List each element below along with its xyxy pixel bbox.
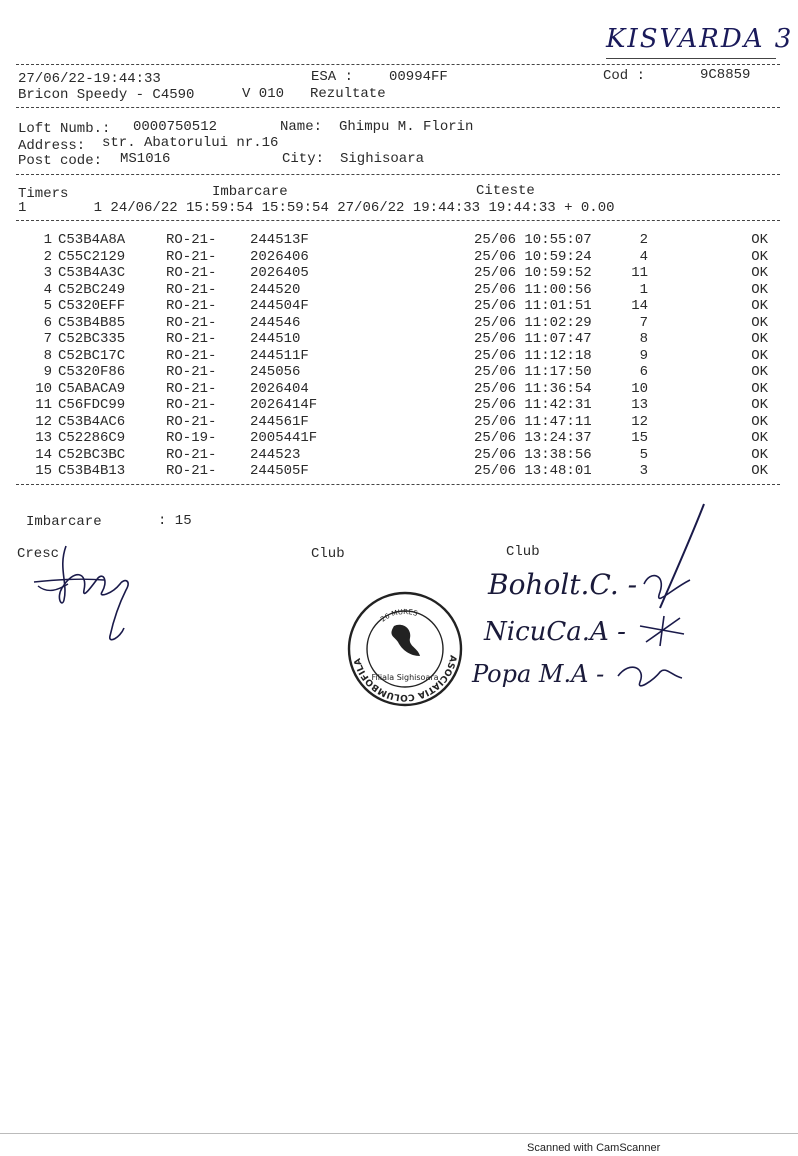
club-stamp xyxy=(346,590,464,708)
result-status: OK xyxy=(751,463,768,479)
result-rank: 9 xyxy=(639,347,648,364)
result-row xyxy=(16,315,768,332)
result-status: OK xyxy=(751,281,768,298)
timers-imbarcare-label: Imbarcare xyxy=(212,184,288,200)
results-table xyxy=(16,232,768,480)
result-row xyxy=(16,265,768,282)
result-chip-id: C53B4AC6 xyxy=(58,413,126,430)
result-position: 11 xyxy=(35,397,52,413)
result-row xyxy=(16,463,768,480)
result-row xyxy=(16,430,768,447)
result-rank: 14 xyxy=(631,298,648,314)
result-ring-country: RO-19- xyxy=(166,430,217,446)
result-rank: 1 xyxy=(639,281,648,298)
result-arrival-time: 25/06 10:59:52 xyxy=(474,265,592,281)
result-chip-id: C5320F86 xyxy=(58,364,126,380)
result-row xyxy=(16,381,768,398)
result-row xyxy=(16,249,768,266)
result-ring-number: 2026414F xyxy=(250,397,318,413)
result-rank: 13 xyxy=(631,397,648,413)
header-datetime: 27/06/22-19:44:33 xyxy=(18,71,161,87)
result-chip-id: C52BC335 xyxy=(58,331,126,347)
result-arrival-time: 25/06 10:55:07 xyxy=(474,232,592,248)
result-row xyxy=(16,397,768,414)
result-chip-id: C52BC3BC xyxy=(58,446,126,463)
result-ring-number: 244511F xyxy=(250,347,309,364)
result-position: 2 xyxy=(43,248,52,265)
result-chip-id: C53B4B85 xyxy=(58,314,126,331)
result-row xyxy=(16,298,768,315)
postcode-label: Post code: xyxy=(18,153,103,169)
address-value: str. Abatorului nr.16 xyxy=(102,135,279,151)
result-position: 8 xyxy=(43,347,52,364)
scanner-watermark: Scanned with CamScanner xyxy=(527,1142,661,1154)
divider-top xyxy=(16,64,780,65)
result-arrival-time: 25/06 11:17:50 xyxy=(474,364,592,380)
svg-text:Filiala Sighisoara: Filiala Sighisoara xyxy=(371,673,439,682)
club-label-right: Club xyxy=(506,544,540,560)
result-arrival-time: 25/06 13:38:56 xyxy=(474,446,592,463)
summary-imbarcare-label: Imbarcare xyxy=(26,514,102,530)
result-arrival-time: 25/06 11:01:51 xyxy=(474,298,592,314)
result-chip-id: C53B4A8A xyxy=(58,232,126,248)
result-status: OK xyxy=(751,248,768,265)
header-title: Rezultate xyxy=(310,86,386,102)
divider-timers xyxy=(16,220,780,221)
result-ring-country: RO-21- xyxy=(166,413,217,430)
result-ring-country: RO-21- xyxy=(166,380,217,397)
handwritten-race-label: KISVARDA 3 xyxy=(606,24,794,54)
result-arrival-time: 25/06 11:42:31 xyxy=(474,397,592,413)
result-rank: 15 xyxy=(631,430,648,446)
header-esa-value: 00994FF xyxy=(389,69,448,85)
result-chip-id: C53B4A3C xyxy=(58,265,126,281)
owner-name-label: Name: xyxy=(280,119,323,135)
result-status: OK xyxy=(751,265,768,281)
result-ring-number: 244561F xyxy=(250,413,309,430)
result-ring-country: RO-21- xyxy=(166,232,217,248)
result-status: OK xyxy=(751,397,768,413)
header-cod-label: Cod : xyxy=(603,68,646,84)
result-status: OK xyxy=(751,232,768,248)
result-arrival-time: 25/06 13:24:37 xyxy=(474,430,592,446)
result-status: OK xyxy=(751,298,768,314)
timers-row: 1 1 24/06/22 15:59:54 15:59:54 27/06/22 19:44:33 19:44:33 + 0.00 xyxy=(18,200,615,216)
result-ring-country: RO-21- xyxy=(166,446,217,463)
result-chip-id: C52BC17C xyxy=(58,347,126,364)
result-chip-id: C55C2129 xyxy=(58,248,126,265)
result-row xyxy=(16,348,768,365)
result-ring-number: 244520 xyxy=(250,281,301,298)
result-ring-number: 2026404 xyxy=(250,380,309,397)
result-ring-number: 2026406 xyxy=(250,248,309,265)
result-ring-number: 2026405 xyxy=(250,265,309,281)
result-position: 15 xyxy=(35,463,52,479)
club-label-left: Club xyxy=(311,546,345,562)
result-ring-country: RO-21- xyxy=(166,331,217,347)
loft-number-value: 0000750512 xyxy=(133,119,218,135)
result-ring-country: RO-21- xyxy=(166,265,217,281)
result-position: 9 xyxy=(43,364,52,380)
result-ring-country: RO-21- xyxy=(166,397,217,413)
result-ring-number: 244505F xyxy=(250,463,309,479)
result-rank: 4 xyxy=(639,248,648,265)
result-position: 6 xyxy=(43,314,52,331)
result-row xyxy=(16,282,768,299)
result-status: OK xyxy=(751,331,768,347)
result-rank: 3 xyxy=(639,463,648,479)
summary-imbarcare-value: : 15 xyxy=(158,513,192,529)
owner-name-value: Ghimpu M. Florin xyxy=(339,119,474,135)
header-cod-value: 9C8859 xyxy=(700,67,751,83)
result-arrival-time: 25/06 11:12:18 xyxy=(474,347,592,364)
result-position: 7 xyxy=(43,331,52,347)
result-rank: 6 xyxy=(639,364,648,380)
loft-number-label: Loft Numb.: xyxy=(18,121,111,137)
svg-text:26 MURES: 26 MURES xyxy=(379,607,419,624)
result-chip-id: C5ABACA9 xyxy=(58,380,126,397)
result-position: 13 xyxy=(35,430,52,446)
result-arrival-time: 25/06 11:00:56 xyxy=(474,281,592,298)
handwritten-underline xyxy=(606,58,776,59)
result-ring-country: RO-21- xyxy=(166,298,217,314)
result-chip-id: C52286C9 xyxy=(58,430,126,446)
result-row xyxy=(16,364,768,381)
result-ring-country: RO-21- xyxy=(166,364,217,380)
result-status: OK xyxy=(751,314,768,331)
city-label: City: xyxy=(282,151,325,167)
header-esa-label: ESA : xyxy=(311,69,354,85)
result-status: OK xyxy=(751,446,768,463)
result-position: 14 xyxy=(35,446,52,463)
header-device: Bricon Speedy - C4590 xyxy=(18,87,195,103)
result-ring-number: 244523 xyxy=(250,446,301,463)
result-arrival-time: 25/06 11:02:29 xyxy=(474,314,592,331)
result-rank: 5 xyxy=(639,446,648,463)
breeder-signature xyxy=(28,538,158,650)
breeder-signature-label: Cresc xyxy=(17,546,60,562)
timers-label: Timers xyxy=(18,186,69,202)
result-arrival-time: 25/06 11:47:11 xyxy=(474,413,592,430)
result-arrival-time: 25/06 11:07:47 xyxy=(474,331,592,347)
result-ring-country: RO-21- xyxy=(166,314,217,331)
result-rank: 7 xyxy=(639,314,648,331)
result-arrival-time: 25/06 11:36:54 xyxy=(474,380,592,397)
divider-results xyxy=(16,484,780,485)
result-status: OK xyxy=(751,380,768,397)
svg-text:ASOCIATIA COLUMBOFILA: ASOCIATIA COLUMBOFILA xyxy=(352,654,458,703)
result-position: 5 xyxy=(43,298,52,314)
result-rank: 2 xyxy=(639,232,648,248)
city-value: Sighisoara xyxy=(340,151,425,167)
result-rank: 8 xyxy=(639,331,648,347)
result-ring-country: RO-21- xyxy=(166,281,217,298)
result-status: OK xyxy=(751,347,768,364)
result-status: OK xyxy=(751,430,768,446)
result-position: 10 xyxy=(35,380,52,397)
result-rank: 11 xyxy=(631,265,648,281)
club-signature-line-3: Popa M.A - xyxy=(472,660,605,688)
result-ring-number: 244513F xyxy=(250,232,309,248)
divider-header xyxy=(16,107,780,108)
result-chip-id: C53B4B13 xyxy=(58,463,126,479)
result-ring-number: 244510 xyxy=(250,331,301,347)
club-signature-line-1: Boholt.C. - xyxy=(488,568,638,601)
timers-citeste-label: Citeste xyxy=(476,183,535,199)
address-label: Address: xyxy=(18,138,86,154)
result-chip-id: C52BC249 xyxy=(58,281,126,298)
result-rank: 10 xyxy=(631,380,648,397)
postcode-value: MS1016 xyxy=(120,151,171,167)
result-ring-country: RO-21- xyxy=(166,347,217,364)
result-position: 12 xyxy=(35,413,52,430)
result-ring-number: 245056 xyxy=(250,364,301,380)
result-arrival-time: 25/06 10:59:24 xyxy=(474,248,592,265)
result-row xyxy=(16,447,768,464)
result-ring-number: 244546 xyxy=(250,314,301,331)
result-position: 4 xyxy=(43,281,52,298)
result-row xyxy=(16,232,768,249)
club-signature-scribbles xyxy=(610,500,720,700)
result-arrival-time: 25/06 13:48:01 xyxy=(474,463,592,479)
scan-edge-line xyxy=(0,1133,798,1134)
divider-owner xyxy=(16,174,780,175)
result-ring-number: 2005441F xyxy=(250,430,318,446)
result-row xyxy=(16,331,768,348)
result-chip-id: C5320EFF xyxy=(58,298,126,314)
result-ring-country: RO-21- xyxy=(166,248,217,265)
result-status: OK xyxy=(751,364,768,380)
result-rank: 12 xyxy=(631,413,648,430)
result-ring-number: 244504F xyxy=(250,298,309,314)
result-status: OK xyxy=(751,413,768,430)
result-chip-id: C56FDC99 xyxy=(58,397,126,413)
result-position: 3 xyxy=(43,265,52,281)
result-ring-country: RO-21- xyxy=(166,463,217,479)
result-row xyxy=(16,414,768,431)
header-version: V 010 xyxy=(242,86,285,102)
result-position: 1 xyxy=(43,232,52,248)
club-signature-line-2: NicuCa.A - xyxy=(484,617,626,647)
